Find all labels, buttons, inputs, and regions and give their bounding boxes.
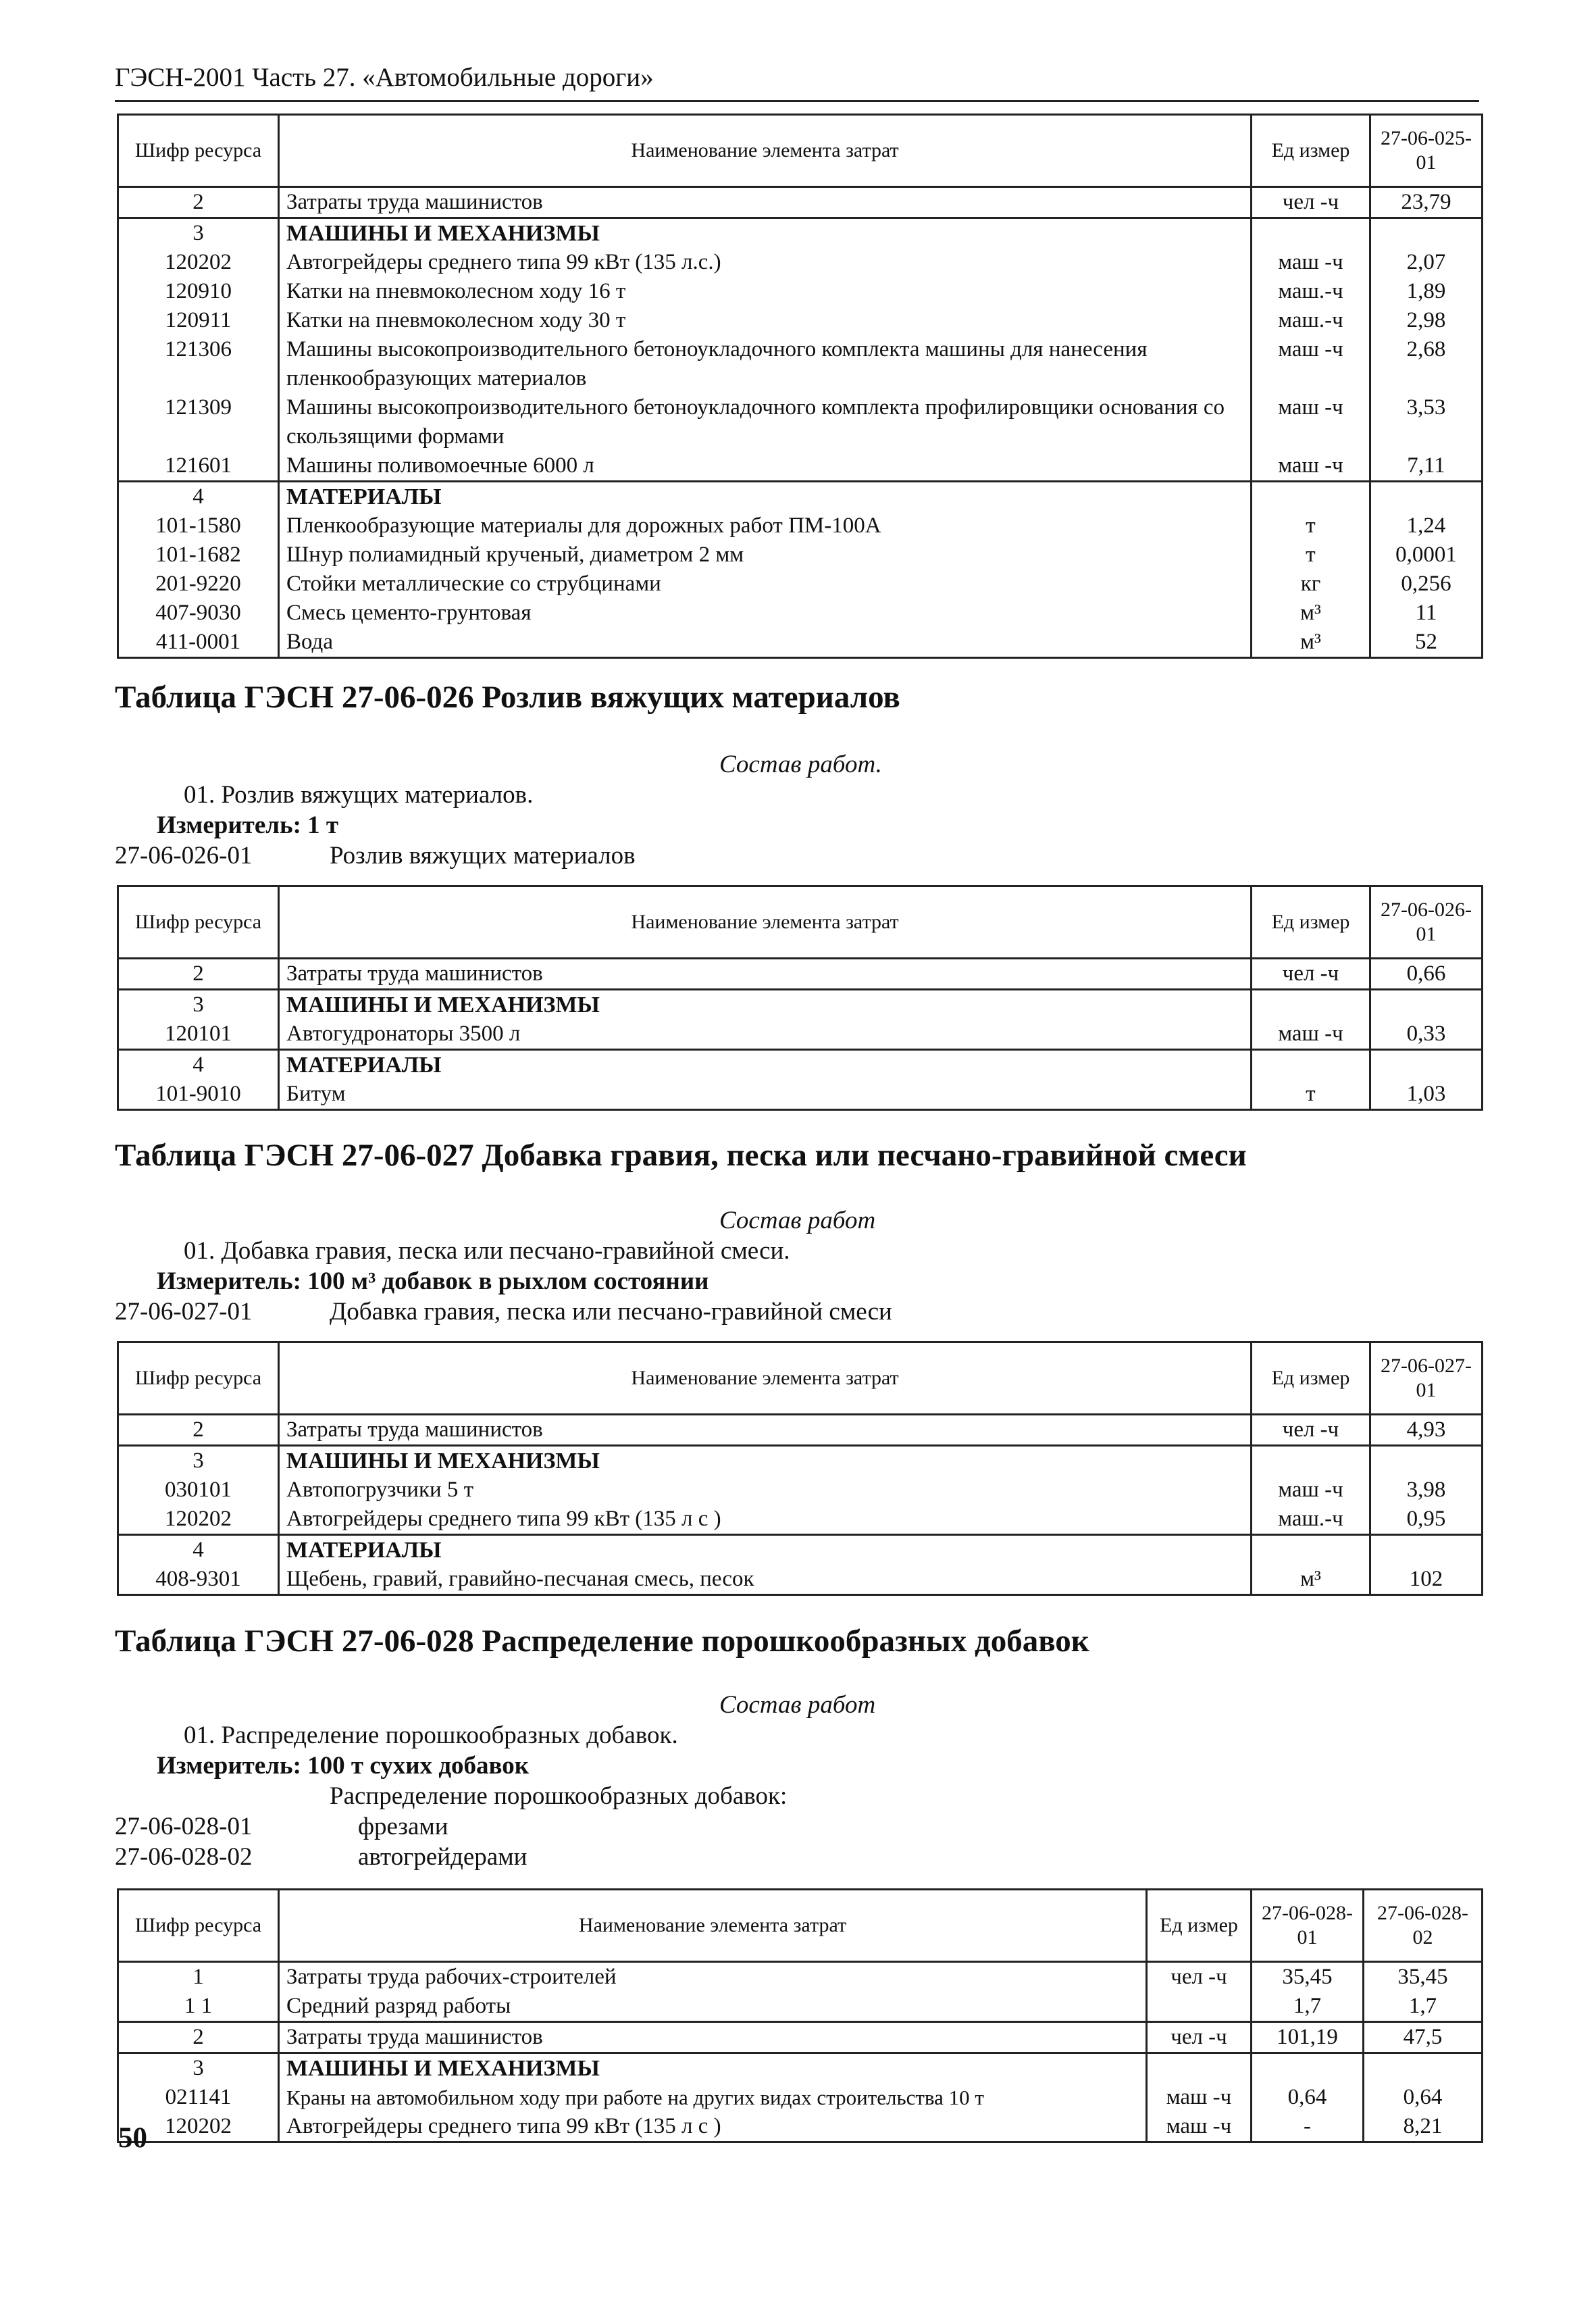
- table-28-work: 01. Распределение порошкообразных добавок.: [184, 1721, 678, 1749]
- row-value: 0,95: [1370, 1505, 1483, 1535]
- row-value1: 35,45: [1252, 1962, 1364, 1992]
- row-code: 407-9030: [118, 599, 279, 628]
- table-28-measure: [157, 1751, 529, 1780]
- row-code: 021141: [118, 2083, 279, 2112]
- row-unit: маш -ч: [1147, 2083, 1252, 2112]
- table-26-title: Таблица ГЭСН 27-06-026 Розлив вяжущих материалов: [115, 680, 900, 715]
- row-name: Машины высокопроизводительного бетоноукладочного комплекта машины для нанесения пленкообразующих материалов: [279, 335, 1252, 393]
- row-value2: 47,5: [1364, 2022, 1483, 2053]
- table-27-06-026: [117, 885, 1483, 1111]
- row-code: 2: [118, 1415, 279, 1446]
- row-unit: маш -ч: [1252, 393, 1370, 451]
- row-code: 120101: [118, 1020, 279, 1050]
- row-name: Катки на пневмоколесном ходу 16 т: [279, 277, 1252, 306]
- row-name: Затраты труда машинистов: [279, 959, 1252, 990]
- row-value: 2,07: [1370, 248, 1483, 277]
- row-name: Пленкообразующие материалы для дорожных работ ПМ-100А: [279, 511, 1252, 540]
- row-unit: маш -ч: [1252, 1020, 1370, 1050]
- measure-value: 100 м³ добавок в рыхлом состоянии: [307, 1267, 709, 1295]
- row-value: [1370, 1535, 1483, 1565]
- row-code: 4: [118, 1050, 279, 1080]
- table-26-work: 01. Розлив вяжущих материалов.: [184, 781, 534, 809]
- table-26-item-code: 27-06-026-01: [115, 842, 253, 870]
- col-unit-header: Ед измер: [1252, 886, 1370, 959]
- row-unit: маш -ч: [1252, 248, 1370, 277]
- row-unit: маш -ч: [1252, 335, 1370, 393]
- measure-value: 1 т: [307, 811, 339, 839]
- col-code-header: Шифр ресурса: [118, 886, 279, 959]
- row-value2: 0,64: [1364, 2083, 1483, 2112]
- row-code: 201-9220: [118, 570, 279, 599]
- table-26-measure: [157, 811, 338, 840]
- header-rule: [115, 100, 1479, 102]
- row-value1: 0,64: [1252, 2083, 1364, 2112]
- table-26-item-name: Розлив вяжущих материалов: [330, 842, 636, 870]
- row-value: 0,66: [1370, 959, 1483, 990]
- row-name: Автогрейдеры среднего типа 99 кВт (135 л с ): [279, 2112, 1147, 2142]
- row-code: 120202: [118, 248, 279, 277]
- row-code: 3: [118, 990, 279, 1020]
- row-value: 0,33: [1370, 1020, 1483, 1050]
- row-code: 3: [118, 1446, 279, 1476]
- row-name: Затраты труда машинистов: [279, 187, 1252, 218]
- row-value: 1,03: [1370, 1080, 1483, 1110]
- row-name: Автогудронаторы 3500 л: [279, 1020, 1252, 1050]
- col-value-header: 27-06-027-01: [1370, 1342, 1483, 1415]
- row-value: 0,256: [1370, 570, 1483, 599]
- row-value: [1370, 1050, 1483, 1080]
- table-27-title: Таблица ГЭСН 27-06-027 Добавка гравия, песка или песчано-гравийной смеси: [115, 1138, 1247, 1173]
- row-unit: [1252, 1535, 1370, 1565]
- row-code: 030101: [118, 1476, 279, 1505]
- row-name: Битум: [279, 1080, 1252, 1110]
- row-unit: м³: [1252, 628, 1370, 658]
- row-unit: [1147, 1992, 1252, 2022]
- row-code: 2: [118, 2022, 279, 2053]
- row-value: 23,79: [1370, 187, 1483, 218]
- row-name: Смесь цементо-грунтовая: [279, 599, 1252, 628]
- row-code: 121309: [118, 393, 279, 451]
- row-value: 102: [1370, 1565, 1483, 1595]
- row-value: 4,93: [1370, 1415, 1483, 1446]
- measure-label: Измеритель:: [157, 811, 301, 839]
- row-code: 101-1682: [118, 540, 279, 570]
- row-value: 3,98: [1370, 1476, 1483, 1505]
- col-unit-header: Ед измер: [1147, 1890, 1252, 1962]
- row-unit: [1252, 1050, 1370, 1080]
- col-value-header: 27-06-025-01: [1370, 115, 1483, 187]
- table-26-sostav: Состав работ.: [719, 751, 882, 778]
- section-heading: МАШИНЫ И МЕХАНИЗМЫ: [279, 1446, 1252, 1476]
- row-value1: 101,19: [1252, 2022, 1364, 2053]
- row-value: 1,89: [1370, 277, 1483, 306]
- row-value: 2,68: [1370, 335, 1483, 393]
- row-name: Шнур полиамидный крученый, диаметром 2 мм: [279, 540, 1252, 570]
- row-unit: т: [1252, 540, 1370, 570]
- col-code-header: Шифр ресурса: [118, 1342, 279, 1415]
- row-code: 121306: [118, 335, 279, 393]
- page-number: 50: [118, 2122, 147, 2154]
- row-code: 120202: [118, 2112, 279, 2142]
- row-unit: чел -ч: [1252, 959, 1370, 990]
- row-unit: т: [1252, 1080, 1370, 1110]
- row-name: Автогрейдеры среднего типа 99 кВт (135 л с ): [279, 1505, 1252, 1535]
- row-unit: [1252, 218, 1370, 249]
- table-28-item1-code: 27-06-028-01: [115, 1813, 253, 1840]
- col-code-header: Шифр ресурса: [118, 1890, 279, 1962]
- row-value1: -: [1252, 2112, 1364, 2142]
- row-code: 1 1: [118, 1992, 279, 2022]
- col-name-header: Наименование элемента затрат: [279, 1890, 1147, 1962]
- row-value2: 1,7: [1364, 1992, 1483, 2022]
- row-code: 408-9301: [118, 1565, 279, 1595]
- row-value: 2,98: [1370, 306, 1483, 335]
- table-27-06-027: [117, 1341, 1483, 1596]
- row-value: 7,11: [1370, 451, 1483, 482]
- row-code: 101-1580: [118, 511, 279, 540]
- table-27-06-028: [117, 1888, 1483, 2143]
- row-unit: чел -ч: [1252, 1415, 1370, 1446]
- table-27-06-025: [117, 114, 1483, 659]
- row-code: 2: [118, 187, 279, 218]
- row-value: 11: [1370, 599, 1483, 628]
- row-name: Затраты труда машинистов: [279, 2022, 1147, 2053]
- row-code: 4: [118, 1535, 279, 1565]
- row-code: 411-0001: [118, 628, 279, 658]
- section-heading: МАТЕРИАЛЫ: [279, 1050, 1252, 1080]
- row-unit: м³: [1252, 1565, 1370, 1595]
- row-name: Машины поливомоечные 6000 л: [279, 451, 1252, 482]
- section-heading: МАТЕРИАЛЫ: [279, 482, 1252, 512]
- table-27-sostav: Состав работ: [719, 1207, 876, 1234]
- table-28-item2-code: 27-06-028-02: [115, 1843, 253, 1871]
- row-code: 3: [118, 218, 279, 249]
- row-unit: маш -ч: [1252, 451, 1370, 482]
- col-name-header: Наименование элемента затрат: [279, 1342, 1252, 1415]
- row-value: 0,0001: [1370, 540, 1483, 570]
- row-code: 4: [118, 482, 279, 512]
- row-code: 120911: [118, 306, 279, 335]
- col-name-header: Наименование элемента затрат: [279, 886, 1252, 959]
- row-unit: маш -ч: [1147, 2112, 1252, 2142]
- row-name: Автогрейдеры среднего типа 99 кВт (135 л.с.): [279, 248, 1252, 277]
- row-unit: чел -ч: [1147, 1962, 1252, 1992]
- col-value-header: 27-06-026-01: [1370, 886, 1483, 959]
- table-28-item2-name: автогрейдерами: [358, 1843, 527, 1871]
- col-unit-header: Ед измер: [1252, 1342, 1370, 1415]
- row-name: Средний разряд работы: [279, 1992, 1147, 2022]
- row-value2: 8,21: [1364, 2112, 1483, 2142]
- row-name: Затраты труда машинистов: [279, 1415, 1252, 1446]
- col-code-header: Шифр ресурса: [118, 115, 279, 187]
- row-code: 120910: [118, 277, 279, 306]
- row-unit: [1147, 2053, 1252, 2084]
- measure-label: Измеритель:: [157, 1752, 301, 1780]
- col-unit-header: Ед измер: [1252, 115, 1370, 187]
- row-value: 1,24: [1370, 511, 1483, 540]
- row-value2: [1364, 2053, 1483, 2084]
- row-name: Затраты труда рабочих-строителей: [279, 1962, 1147, 1992]
- row-unit: кг: [1252, 570, 1370, 599]
- row-value: [1370, 482, 1483, 512]
- section-heading: МАШИНЫ И МЕХАНИЗМЫ: [279, 2053, 1147, 2084]
- row-unit: маш.-ч: [1252, 1505, 1370, 1535]
- row-name: Вода: [279, 628, 1252, 658]
- row-name: Автопогрузчики 5 т: [279, 1476, 1252, 1505]
- row-value: 52: [1370, 628, 1483, 658]
- row-unit: [1252, 482, 1370, 512]
- measure-label: Измеритель:: [157, 1267, 301, 1295]
- row-value2: 35,45: [1364, 1962, 1483, 1992]
- row-value: [1370, 1446, 1483, 1476]
- row-value1: [1252, 2053, 1364, 2084]
- row-value1: 1,7: [1252, 1992, 1364, 2022]
- table-27-item-name: Добавка гравия, песка или песчано-гравийной смеси: [330, 1298, 892, 1326]
- table-27-item-code: 27-06-027-01: [115, 1298, 253, 1326]
- row-name: Стойки металлические со струбцинами: [279, 570, 1252, 599]
- row-code: 3: [118, 2053, 279, 2084]
- row-name: Катки на пневмоколесном ходу 30 т: [279, 306, 1252, 335]
- table-27-work: 01. Добавка гравия, песка или песчано-гравийной смеси.: [184, 1237, 790, 1265]
- col-value2-header: 27-06-028-02: [1364, 1890, 1483, 1962]
- row-unit: м³: [1252, 599, 1370, 628]
- row-name: Щебень, гравий, гравийно-песчаная смесь, песок: [279, 1565, 1252, 1595]
- table-28-title: Таблица ГЭСН 27-06-028 Распределение порошкообразных добавок: [115, 1624, 1089, 1659]
- row-value: [1370, 218, 1483, 249]
- row-unit: маш -ч: [1252, 1476, 1370, 1505]
- section-heading: МАТЕРИАЛЫ: [279, 1535, 1252, 1565]
- row-name: Машины высокопроизводительного бетоноукладочного комплекта профилировщики основания со скользящими формами: [279, 393, 1252, 451]
- col-value1-header: 27-06-028-01: [1252, 1890, 1364, 1962]
- row-unit: [1252, 990, 1370, 1020]
- table-28-group-name: Распределение порошкообразных добавок:: [330, 1782, 788, 1810]
- row-unit: маш.-ч: [1252, 306, 1370, 335]
- row-unit: чел -ч: [1147, 2022, 1252, 2053]
- table-28-item1-name: фрезами: [358, 1813, 448, 1840]
- row-code: 2: [118, 959, 279, 990]
- row-code: 101-9010: [118, 1080, 279, 1110]
- table-27-measure: [157, 1267, 709, 1296]
- row-unit: чел -ч: [1252, 187, 1370, 218]
- row-name: Краны на автомобильном ходу при работе на других видах строительства 10 т: [279, 2083, 1147, 2112]
- row-value: [1370, 990, 1483, 1020]
- row-unit: [1252, 1446, 1370, 1476]
- section-heading: МАШИНЫ И МЕХАНИЗМЫ: [279, 990, 1252, 1020]
- row-value: 3,53: [1370, 393, 1483, 451]
- row-code: 1: [118, 1962, 279, 1992]
- row-unit: т: [1252, 511, 1370, 540]
- row-unit: маш.-ч: [1252, 277, 1370, 306]
- row-code: 121601: [118, 451, 279, 482]
- col-name-header: Наименование элемента затрат: [279, 115, 1252, 187]
- row-code: 120202: [118, 1505, 279, 1535]
- section-heading: МАШИНЫ И МЕХАНИЗМЫ: [279, 218, 1252, 249]
- measure-value: 100 т сухих добавок: [307, 1752, 530, 1780]
- table-28-sostav: Состав работ: [719, 1691, 876, 1719]
- running-header: ГЭСН-2001 Часть 27. «Автомобильные дороги»: [115, 63, 654, 92]
